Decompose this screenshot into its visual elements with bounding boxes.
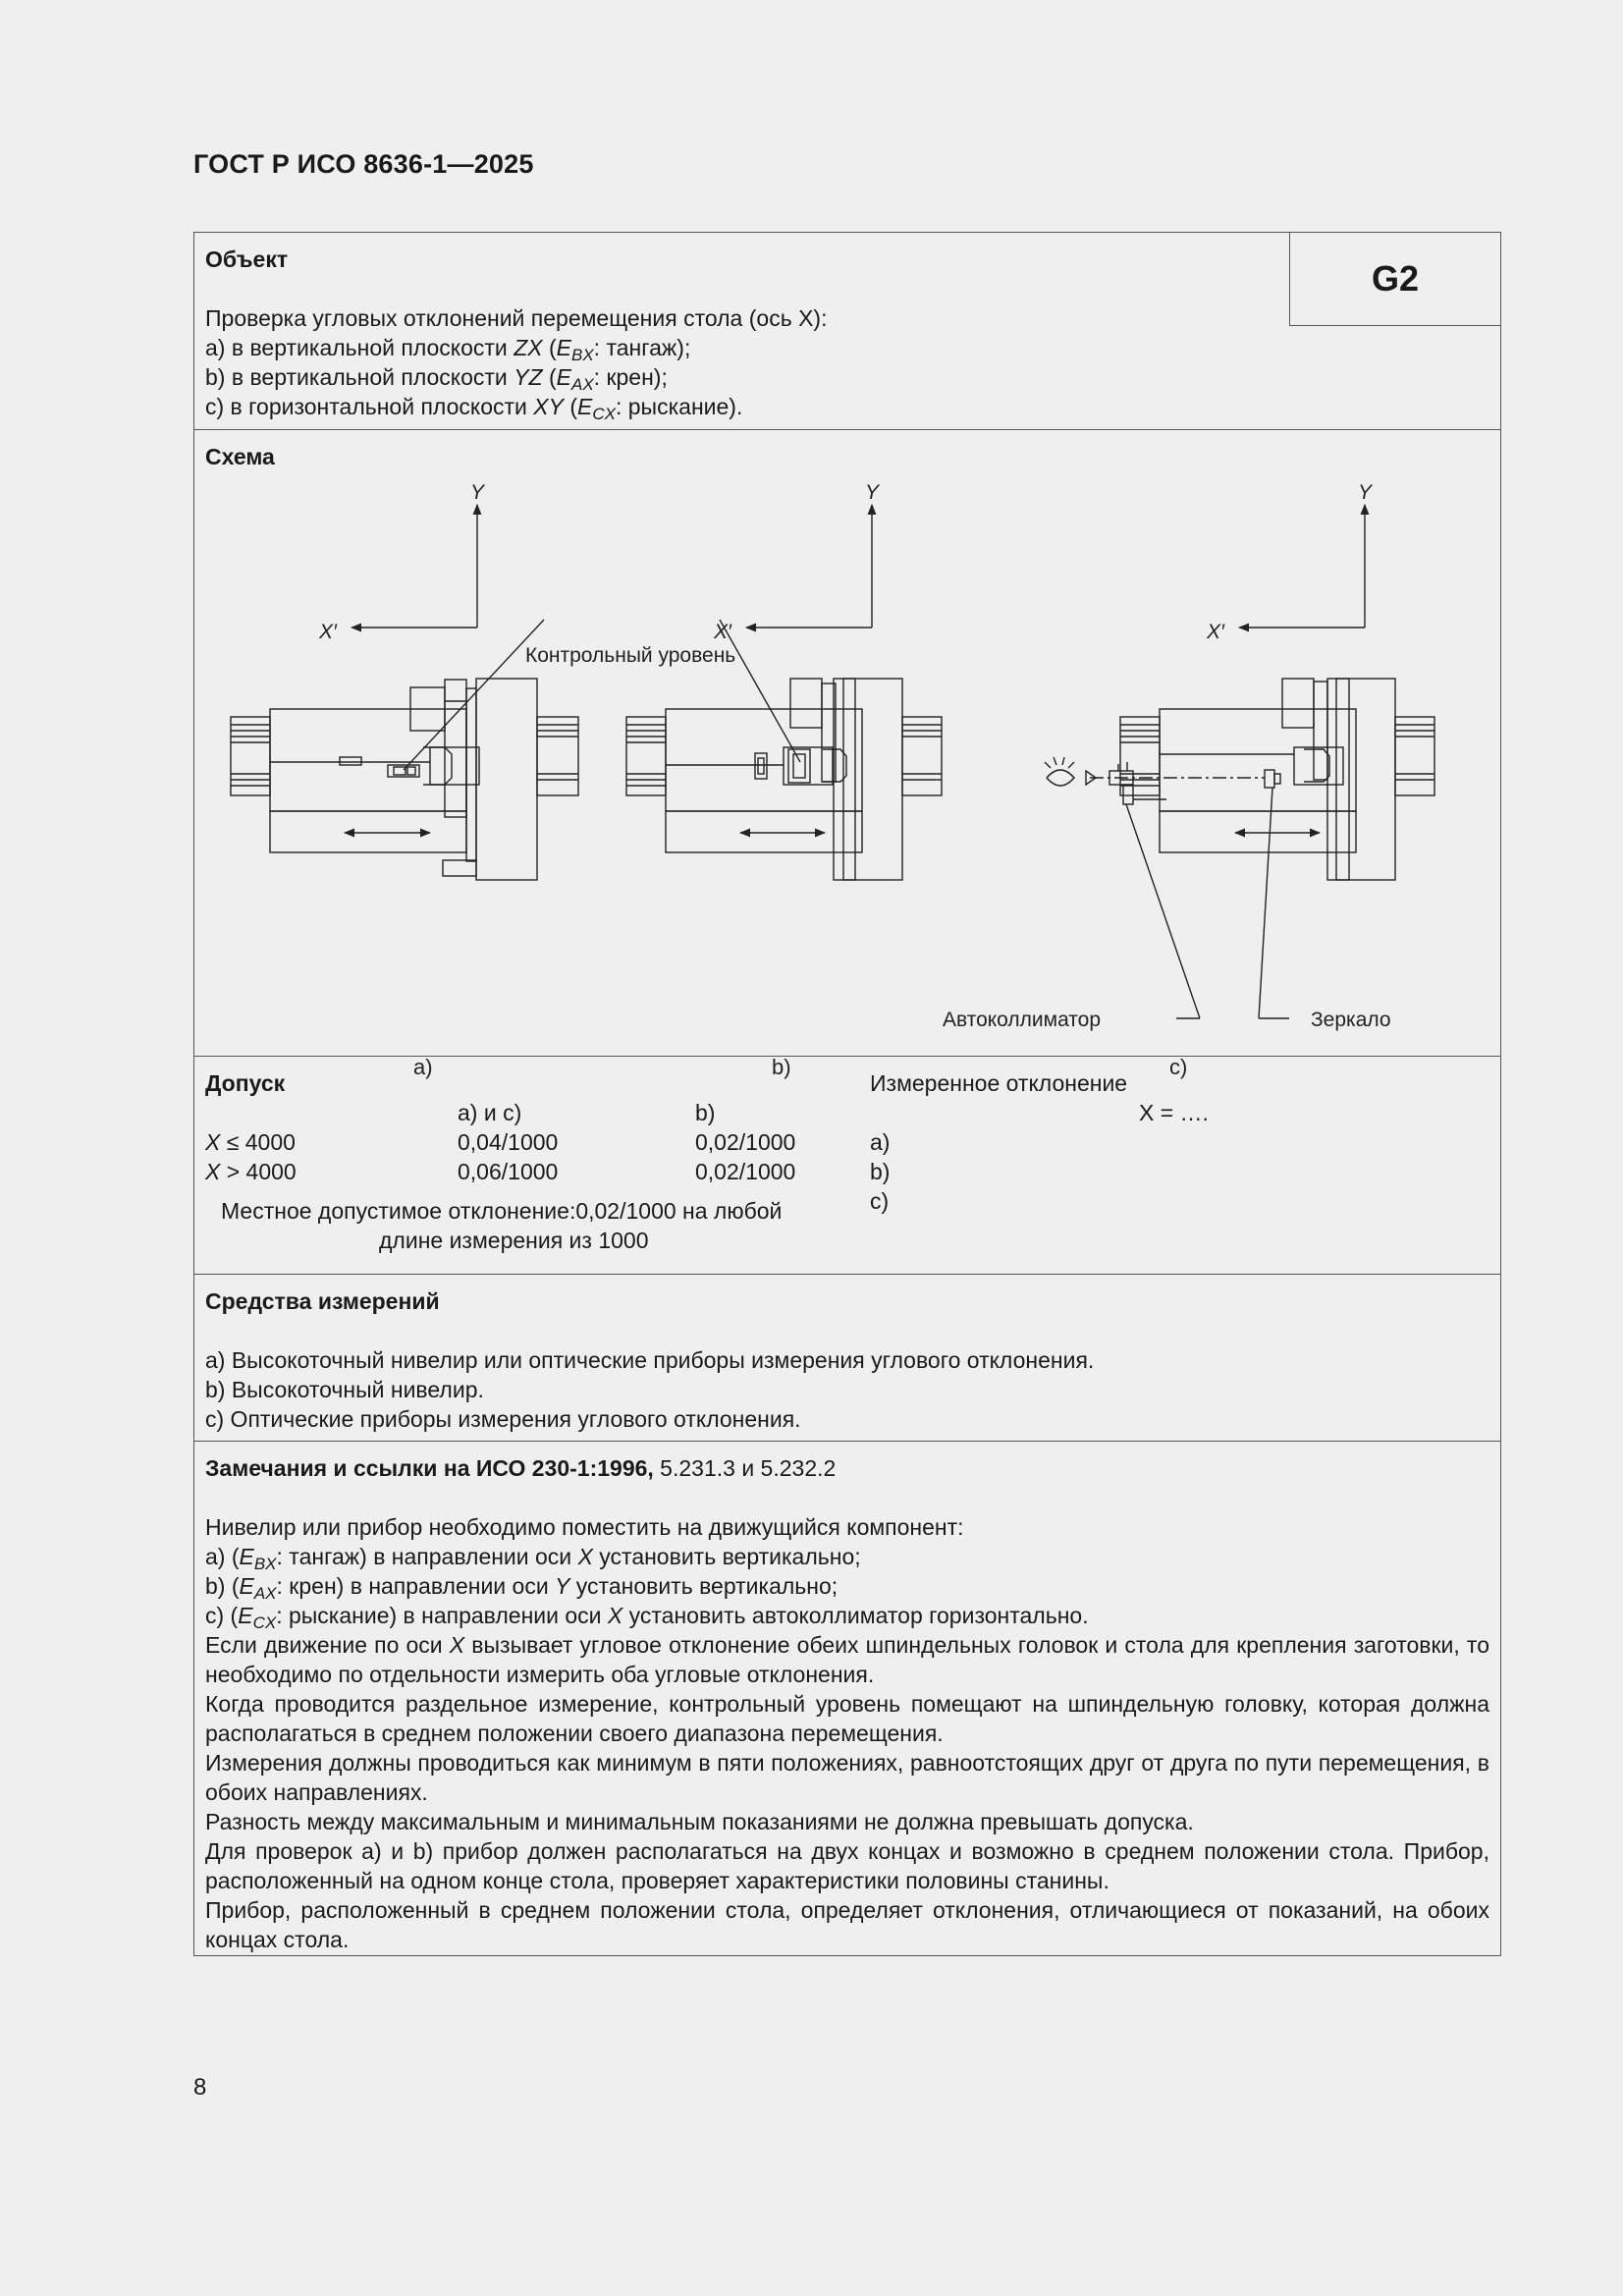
- axes-b: [746, 505, 872, 628]
- row-value-b: 0,02/1000: [695, 1129, 796, 1155]
- remarks-intro: Нивелир или прибор необходимо поместить на движущийся компонент:: [205, 1514, 964, 1540]
- object-section: [194, 233, 1500, 430]
- instrument-item: b) Высокоточный нивелир.: [205, 1377, 484, 1402]
- remarks-axis-item: a) ($E_{BX}$: тангаж) в направлении оси X установить вертикально;: [205, 1544, 861, 1573]
- instruments-section: [194, 1275, 1500, 1442]
- object-item: a) в вертикальной плоскости ZX ($E_{BX}$: тангаж);: [205, 335, 691, 364]
- remarks-paragraph: Прибор, расположенный в среднем положении стола, определяет отклонения, отличающиеся от показаний, на обоих концах стола.: [205, 1897, 1489, 1952]
- axis-y-label-c: Y: [1358, 481, 1373, 504]
- scheme-drawing: [194, 467, 1499, 1079]
- remarks-paragraph: Разность между максимальным и минимальным показаниями не должна превышать допуска.: [205, 1809, 1194, 1834]
- remarks-paragraph: Для проверок a) и b) прибор должен располагаться на двух концах и возможно в среднем положении стола. Прибор, расположенный на одном конце стола, проверяет характеристики половины станины.: [205, 1838, 1489, 1893]
- measured-item: b): [870, 1159, 891, 1184]
- autocollimator-label: Автоколлиматор: [943, 1009, 1102, 1031]
- axis-y-label-b: Y: [865, 481, 880, 504]
- leader-lines: [404, 620, 1289, 1018]
- axis-y-label-a: Y: [470, 481, 485, 504]
- instrument-item: c) Оптические приборы измерения углового отклонения.: [205, 1406, 801, 1432]
- axis-x-label-b: X′: [714, 621, 731, 643]
- axis-x-label-c: X′: [1207, 621, 1224, 643]
- machine-a: [231, 679, 578, 880]
- row-condition: X ≤ 4000: [205, 1129, 296, 1155]
- caption-a: a): [413, 1055, 433, 1079]
- object-intro: Проверка угловых отклонений перемещения стола (ось X):: [205, 305, 828, 331]
- object-item: c) в горизонтальной плоскости XY ($E_{CX}$: рыскание).: [205, 394, 743, 423]
- axes-a: [352, 505, 477, 628]
- mirror-label: Зеркало: [1311, 1009, 1391, 1031]
- local-tolerance-line-1: Местное допустимое отклонение:0,02/1000 на любой: [221, 1198, 783, 1224]
- measured-title: Измеренное отклонение: [870, 1070, 1128, 1096]
- object-item: b) в вертикальной плоскости YZ ($E_{AX}$: крен);: [205, 364, 668, 394]
- test-sheet: [193, 232, 1501, 1956]
- local-tolerance-line-2: длине измерения из 1000: [379, 1228, 649, 1253]
- tolerance-section: [194, 1057, 1500, 1275]
- level-label: Контрольный уровень: [525, 644, 736, 667]
- diagram-section: [194, 430, 1500, 1079]
- test-code: G2: [1289, 233, 1500, 326]
- diagram-title: Схема: [205, 444, 275, 469]
- page-number: 8: [193, 2074, 207, 2101]
- caption-b: b): [772, 1055, 791, 1079]
- row-value-ac: 0,06/1000: [458, 1159, 559, 1184]
- remarks-section: [194, 1442, 1500, 1955]
- row-condition: X > 4000: [205, 1159, 297, 1184]
- row-value-b: 0,02/1000: [695, 1159, 796, 1184]
- col-header-ac: a) и c): [458, 1100, 522, 1125]
- caption-c: c): [1169, 1055, 1188, 1079]
- object-title: Объект: [205, 246, 289, 272]
- measured-item: a): [870, 1129, 891, 1155]
- remarks-paragraph: Измерения должны проводиться как минимум в пяти положениях, равноотстоящих друг от друга по пути перемещения, в обоих направлениях.: [205, 1750, 1489, 1805]
- document-header: ГОСТ Р ИСО 8636-1—2025: [193, 149, 534, 179]
- remarks-title: Замечания и ссылки на ИСО 230-1:1996, 5.231.3 и 5.232.2: [205, 1455, 837, 1481]
- machine-c: [1045, 679, 1434, 880]
- row-value-ac: 0,04/1000: [458, 1129, 559, 1155]
- remarks-axis-item: c) ($E_{CX}$: рыскание) в направлении оси X установить автоколлиматор горизонтально.: [205, 1603, 1089, 1632]
- measured-x: X = ….: [1139, 1100, 1209, 1125]
- remarks-paragraph: Если движение по оси X вызывает угловое отклонение обеих шпиндельных головок и стола для крепления заготовки, то необходимо по отдельности измерить оба угловые отклонения.: [205, 1632, 1489, 1687]
- machine-b: [626, 679, 942, 880]
- axes-c: [1239, 505, 1365, 628]
- instrument-item: a) Высокоточный нивелир или оптические приборы измерения углового отклонения.: [205, 1347, 1095, 1373]
- axis-x-label-a: X′: [319, 621, 337, 643]
- remarks-paragraph: Когда проводится раздельное измерение, контрольный уровень помещают на шпиндельную головку, которая должна располагаться в среднем положении своего диапазона перемещения.: [205, 1691, 1489, 1746]
- remarks-axis-item: b) ($E_{AX}$: крен) в направлении оси Y установить вертикально;: [205, 1573, 839, 1603]
- instruments-title: Средства измерений: [205, 1288, 440, 1314]
- measured-item: c): [870, 1188, 890, 1214]
- tolerance-title: Допуск: [205, 1070, 286, 1096]
- col-header-b: b): [695, 1100, 716, 1125]
